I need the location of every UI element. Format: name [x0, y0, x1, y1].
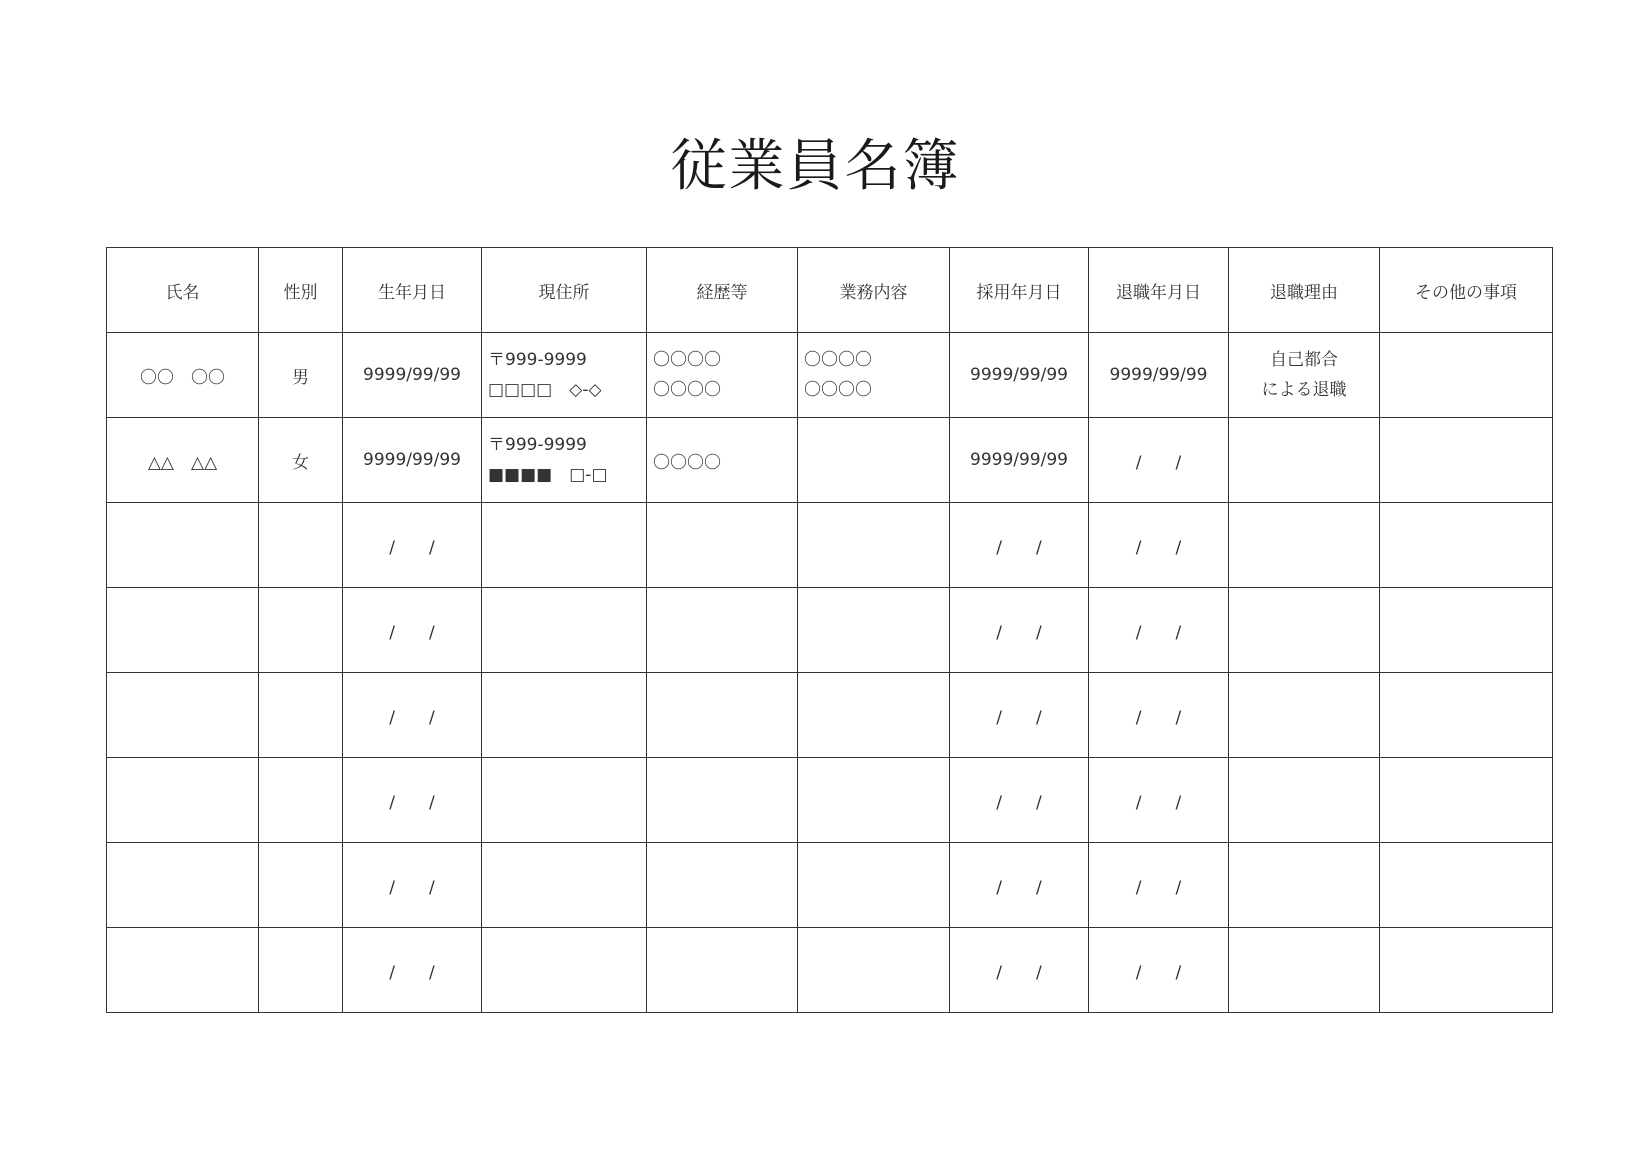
- cell-duties[interactable]: [798, 843, 950, 928]
- table-row: [107, 418, 1553, 503]
- cell-address[interactable]: [482, 843, 647, 928]
- cell-other[interactable]: [1380, 333, 1553, 418]
- table-row: [107, 333, 1553, 418]
- cell-retire-reason[interactable]: [1229, 333, 1380, 418]
- reason-line: による退職: [1261, 380, 1347, 400]
- cell-duties[interactable]: [798, 503, 950, 588]
- cell-name[interactable]: [107, 588, 259, 673]
- cell-gender[interactable]: [259, 503, 343, 588]
- header-retire-reason: 退職理由: [1229, 248, 1380, 333]
- cell-career[interactable]: [647, 928, 798, 1013]
- duties-line: 〇〇〇〇: [804, 350, 872, 370]
- cell-duties[interactable]: [798, 673, 950, 758]
- cell-name[interactable]: [107, 843, 259, 928]
- cell-retire-reason[interactable]: [1229, 928, 1380, 1013]
- cell-gender[interactable]: [259, 588, 343, 673]
- table-row: [107, 843, 1553, 928]
- cell-address[interactable]: [482, 928, 647, 1013]
- cell-name[interactable]: [107, 928, 259, 1013]
- address-postal-code: 〒999-9999: [488, 435, 587, 455]
- cell-hire-date[interactable]: / /: [950, 928, 1089, 1013]
- cell-name[interactable]: [107, 673, 259, 758]
- cell-retire-reason[interactable]: [1229, 673, 1380, 758]
- cell-birthdate[interactable]: / /: [343, 843, 482, 928]
- cell-name[interactable]: △△ △△: [107, 418, 259, 503]
- cell-birthdate[interactable]: / /: [343, 673, 482, 758]
- table-row: [107, 758, 1553, 843]
- reason-line: 自己都合: [1270, 350, 1338, 370]
- cell-duties[interactable]: [798, 758, 950, 843]
- cell-other[interactable]: [1380, 418, 1553, 503]
- cell-retire-reason[interactable]: [1229, 758, 1380, 843]
- header-birthdate: 生年月日: [343, 248, 482, 333]
- cell-address[interactable]: [482, 673, 647, 758]
- header-retire-date: 退職年月日: [1089, 248, 1229, 333]
- cell-hire-date[interactable]: / /: [950, 843, 1089, 928]
- cell-other[interactable]: [1380, 758, 1553, 843]
- cell-hire-date[interactable]: / /: [950, 673, 1089, 758]
- cell-retire-reason[interactable]: [1229, 843, 1380, 928]
- address-street: □□□□ ◇-◇: [488, 380, 602, 400]
- cell-career[interactable]: [647, 333, 798, 418]
- table-row: [107, 503, 1553, 588]
- cell-retire-date[interactable]: / /: [1089, 843, 1229, 928]
- page-title: 従業員名簿: [670, 134, 961, 199]
- cell-birthdate[interactable]: 9999/99/99: [343, 418, 482, 503]
- cell-career[interactable]: [647, 758, 798, 843]
- cell-retire-date[interactable]: / /: [1089, 673, 1229, 758]
- header-address: 現住所: [482, 248, 647, 333]
- cell-name[interactable]: 〇〇 〇〇: [107, 333, 259, 418]
- cell-other[interactable]: [1380, 588, 1553, 673]
- cell-duties[interactable]: [798, 928, 950, 1013]
- cell-address[interactable]: [482, 418, 647, 503]
- cell-hire-date[interactable]: 9999/99/99: [950, 333, 1089, 418]
- cell-retire-reason[interactable]: [1229, 418, 1380, 503]
- career-line: 〇〇〇〇: [653, 350, 721, 370]
- cell-retire-date[interactable]: / /: [1089, 758, 1229, 843]
- cell-gender[interactable]: [259, 758, 343, 843]
- cell-name[interactable]: [107, 503, 259, 588]
- cell-gender[interactable]: [259, 928, 343, 1013]
- header-hire-date: 採用年月日: [950, 248, 1089, 333]
- cell-hire-date[interactable]: / /: [950, 588, 1089, 673]
- cell-career[interactable]: [647, 503, 798, 588]
- cell-duties[interactable]: [798, 333, 950, 418]
- cell-other[interactable]: [1380, 503, 1553, 588]
- address-street: ■■■■ □-□: [488, 465, 608, 485]
- cell-retire-date[interactable]: 9999/99/99: [1089, 333, 1229, 418]
- cell-name[interactable]: [107, 758, 259, 843]
- address-postal-code: 〒999-9999: [488, 350, 587, 370]
- cell-birthdate[interactable]: / /: [343, 503, 482, 588]
- cell-career[interactable]: [647, 588, 798, 673]
- cell-retire-reason[interactable]: [1229, 503, 1380, 588]
- cell-gender[interactable]: 女: [259, 418, 343, 503]
- career-line: 〇〇〇〇: [653, 452, 721, 473]
- cell-retire-reason[interactable]: [1229, 588, 1380, 673]
- employee-roster-table: [106, 247, 1553, 1013]
- cell-gender[interactable]: [259, 673, 343, 758]
- cell-duties[interactable]: [798, 588, 950, 673]
- cell-retire-date[interactable]: / /: [1089, 928, 1229, 1013]
- table-row: [107, 928, 1553, 1013]
- cell-hire-date[interactable]: 9999/99/99: [950, 418, 1089, 503]
- cell-address[interactable]: [482, 503, 647, 588]
- career-line: 〇〇〇〇: [653, 380, 721, 400]
- table-row: [107, 588, 1553, 673]
- cell-career[interactable]: [647, 673, 798, 758]
- cell-career[interactable]: [647, 418, 798, 503]
- cell-address[interactable]: [482, 588, 647, 673]
- header-gender: 性別: [259, 248, 343, 333]
- header-row: [107, 248, 1553, 333]
- cell-retire-date[interactable]: / /: [1089, 503, 1229, 588]
- table-row: [107, 673, 1553, 758]
- cell-other[interactable]: [1380, 928, 1553, 1013]
- duties-line: 〇〇〇〇: [804, 380, 872, 400]
- cell-other[interactable]: [1380, 673, 1553, 758]
- header-duties: 業務内容: [798, 248, 950, 333]
- cell-career[interactable]: [647, 843, 798, 928]
- header-other: その他の事項: [1380, 248, 1553, 333]
- cell-gender[interactable]: 男: [259, 333, 343, 418]
- cell-birthdate[interactable]: / /: [343, 588, 482, 673]
- cell-other[interactable]: [1380, 843, 1553, 928]
- cell-birthdate[interactable]: 9999/99/99: [343, 333, 482, 418]
- cell-birthdate[interactable]: / /: [343, 758, 482, 843]
- cell-address[interactable]: [482, 333, 647, 418]
- cell-duties[interactable]: [798, 418, 950, 503]
- header-name: 氏名: [107, 248, 259, 333]
- cell-hire-date[interactable]: / /: [950, 758, 1089, 843]
- cell-gender[interactable]: [259, 843, 343, 928]
- cell-hire-date[interactable]: / /: [950, 503, 1089, 588]
- cell-birthdate[interactable]: / /: [343, 928, 482, 1013]
- header-career: 経歴等: [647, 248, 798, 333]
- cell-retire-date[interactable]: / /: [1089, 588, 1229, 673]
- cell-retire-date[interactable]: / /: [1089, 418, 1229, 503]
- cell-address[interactable]: [482, 758, 647, 843]
